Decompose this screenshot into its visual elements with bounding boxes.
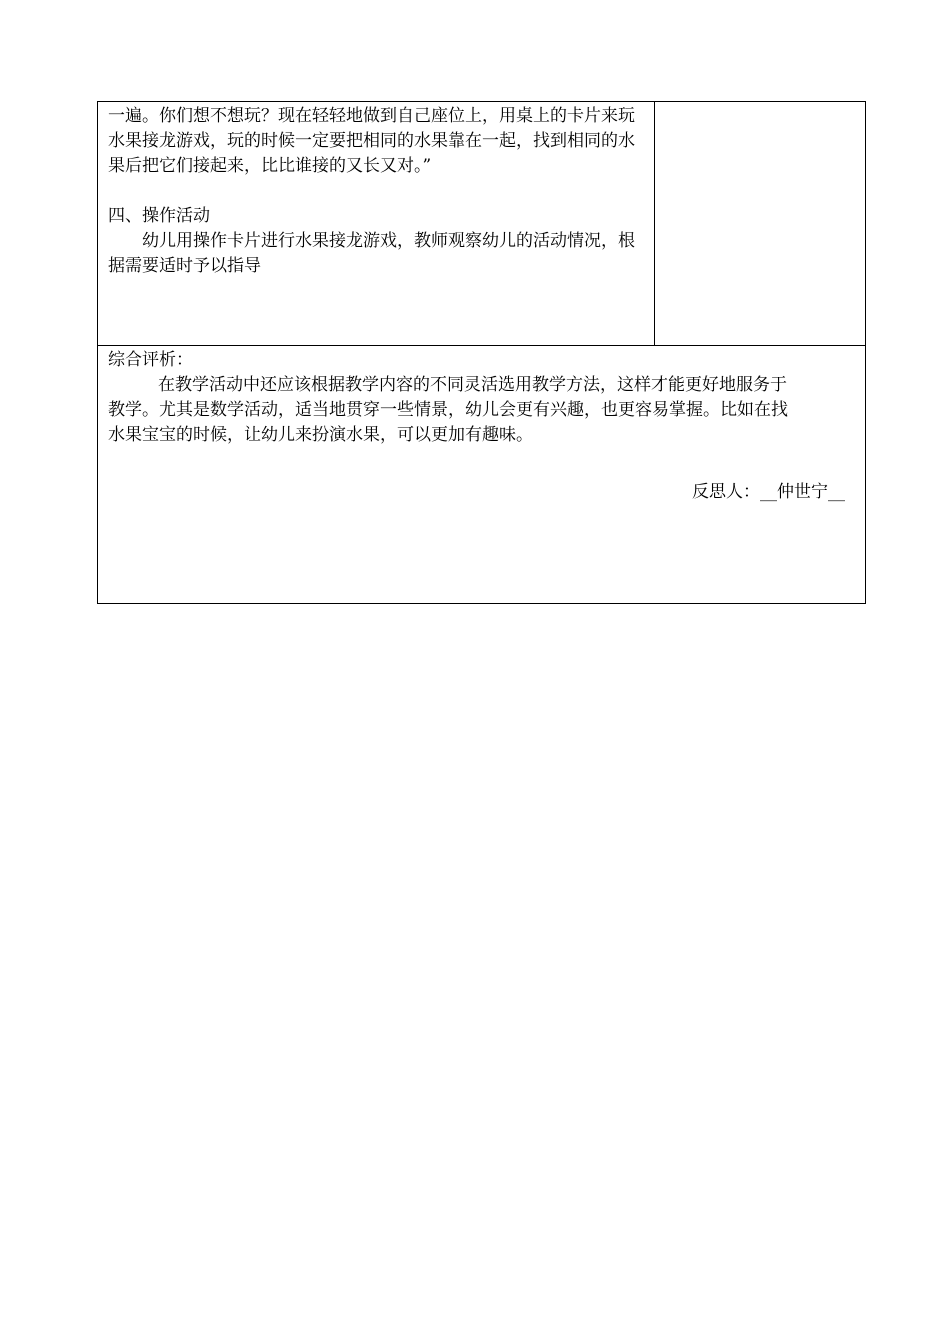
- summary-content: [98, 346, 798, 448]
- summary-cell: [98, 346, 866, 604]
- spacer: [108, 179, 644, 204]
- summary-label: 综合评析：: [108, 350, 193, 370]
- activity-row: [98, 102, 866, 346]
- summary-body: 在教学活动中还应该根据教学内容的不同灵活选用教学方法，这样才能更好地服务于教学。尤其是数学活动，适当地贯穿一些情景，幼儿会更有兴趣，也更容易掌握。比如在找水果宝宝的时候，让幼儿来扮演水果，可以更加有趣味。: [108, 375, 788, 445]
- lesson-plan-table: [97, 101, 866, 604]
- summary-row: [98, 346, 866, 604]
- continued-dialogue-text: 一遍。你们想不想玩？现在轻轻地做到自己座位上，用桌上的卡片来玩水果接龙游戏，玩的时候一定要把相同的水果靠在一起，找到相同的水果后把它们接起来，比比谁接的又长又对。”: [108, 106, 635, 176]
- activity-content-cell: [98, 102, 655, 346]
- section-body: 幼儿用操作卡片进行水果接龙游戏，教师观察幼儿的活动情况，根据需要适时予以指导: [108, 231, 635, 276]
- summary-wrap: [98, 346, 865, 603]
- activity-content: [98, 102, 654, 279]
- reflector-signature: 反思人：__仲世宁__: [692, 482, 845, 502]
- section-heading: 四、操作活动: [108, 206, 210, 226]
- notes-cell: [655, 102, 866, 346]
